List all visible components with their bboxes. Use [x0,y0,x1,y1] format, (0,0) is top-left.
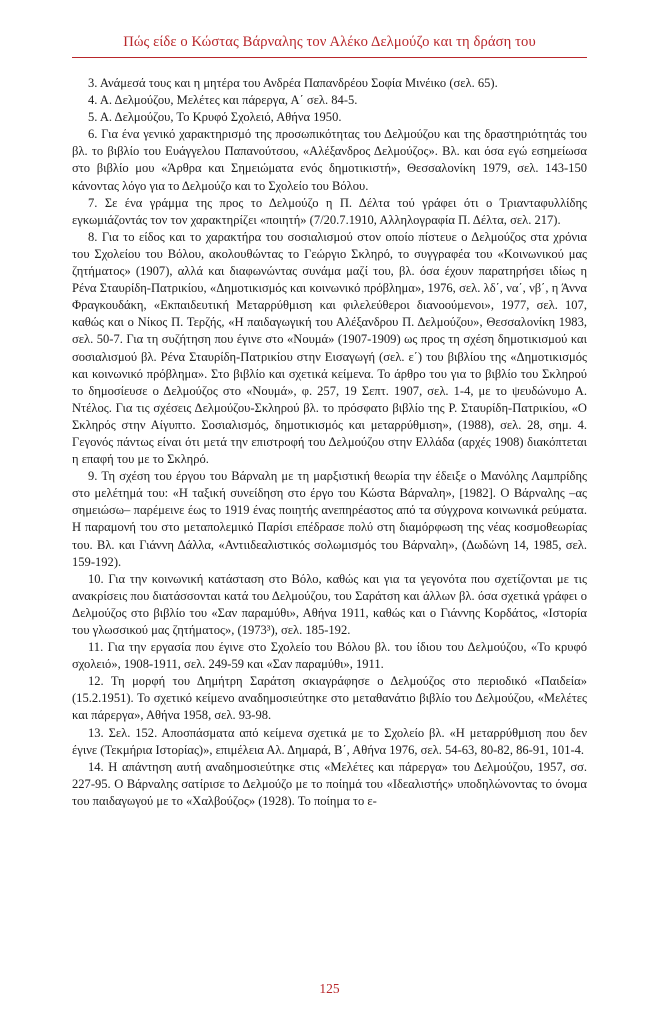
footnote-11: 11. Για την εργασία που έγινε στο Σχολείο του Βόλου βλ. του ίδιου του Δελμούζου, «Το κρυφό σχολειό», 1908-1911, σελ. 249-59 και «Σαν παραμύθι», 1911. [72,640,587,672]
footnote-10: 10. Για την κοινωνική κατάσταση στο Βόλο, καθώς και για τα γεγονότα που σχετίζονται με τις ανακρίσεις που διατάσσονται κατά του Δελμούζου, του Σαράτση και άλλων βλ. όσα σχετικά γράφει ο Δελμούζος στο βιβλίο του «Σαν παραμύθι», Αθήνα 1911, καθώς και ο Γιάννης Κορδάτος, «Ιστορία του γλωσσικού μας ζητήματος», (1973³), σελ. 185-192. [72,571,587,637]
footnote-5: 5. Α. Δελμούζου, Το Κρυφό Σχολειό, Αθήνα 1950. [88,110,342,125]
header-rule [72,57,587,58]
footnote-6: 6. Για ένα γενικό χαρακτηρισμό της προσωπικότητας του Δελμούζου και της δραστηριότητάς του βλ. το βιβλίο του Ευάγγελου Παπανούτσου, «Αλέξανδρος Δελμούζος». Βλ. και όσα εγώ εσημείωσα στο βιβλίο μου «Άρθρα και Σημειώματα ενός δημοτικιστή», Θεσσαλονίκη 1979, σελ. 143-150 κάνοντας λόγο για το Δελμούζο και το Σχολείο του Βόλου. [72,127,587,193]
footnote-7: 7. Σε ένα γράμμα της προς το Δελμούζο η Π. Δέλτα τού γράφει ότι ο Τριανταφυλλίδης εγκωμιάζοντάς τον τον χαρακτηρίζει «ποιητή» (7/20.7.1910, Αλληλογραφία Π. Δέλτα, σελ. 217). [72,195,587,227]
footnote-12: 12. Τη μορφή του Δημήτρη Σαράτση σκιαγράφησε ο Δελμούζος στο περιοδικό «Παιδεία» (15.2.1951). Το σχετικό κείμενο αναδημοσιεύτηκε στο μεταθανάτιο βιβλίο του Δελμούζου, «Μελέτες και πάρεργα», Αθήνα 1958, σελ. 93-98. [72,674,587,723]
footnote-8: 8. Για το είδος και το χαρακτήρα του σοσιαλισμού στον οποίο πίστευε ο Δελμούζος στα χρόνια του Σχολείου του Βόλου, ακολουθώντας το Γεώργιο Σκληρό, το συγγραφέα του «Κοινωνικού μας ζητήματος» (1907), αλλά και διαφωνώντας συνάμα μαζί του, βλ. όσα έχουν παρατηρήσει ιδίως η Ρένα Σταυρίδη-Πατρικίου, «Δημοτικισμός και κοινωνικό πρόβλημα», 1976, σελ. λδ΄, να΄, νβ΄, η Άννα Φραγκουδάκη, «Εκπαιδευτική Μεταρρύθμιση και φιλελεύθεροι διανοούμενοι», 1977, σελ. 107, καθώς και ο Νίκος Π. Τερζής, «Η παιδαγωγική του Αλέξανδρου Π. Δελμούζου», Θεσσαλονίκη 1983, σελ. 50-7. Για τη συζήτηση που έγινε στο «Νουμά» (1907-1909) ως προς τη σχέση δημοτικισμού και σοσιαλισμού βλ. Ρένα Σταυρίδη-Πατρικίου στην Εισαγωγή (σελ. ε΄) του βιβλίου της «Δημοτικισμός και κοινωνικό πρόβλημα». Στο βιβλίο και σχετικά κείμενα. Το άρθρο του για το βιβλίο του Σκληρού το δημοσίευσε ο Δελμούζος στο «Νουμά», φ. 257, 19 Σεπτ. 1907, σελ. 1-4, με το ψευδώνυμο Α. Ντέλος. Για τις σχέσεις Δελμούζου-Σκληρού βλ. το πρόσφατο βιβλίο της Ρ. Σταυρίδη-Πατρικίου, «Ο Σκληρός στην Αίγυπτο. Σοσιαλισμός, δημοτικισμός και μεταρρύθμιση», (1988), σελ. 28, σημ. 4. Γεγονός πάντως είναι ότι μετά την επιστροφή του Δελμούζου στην Ελλάδα (αρχές 1908) διακόπτεται η επαφή του με το Σκληρό. [72,229,587,467]
footnote-13: 13. Σελ. 152. Αποσπάσματα από κείμενα σχετικά με το Σχολείο βλ. «Η μεταρρύθμιση που δεν έγινε (Τεκμήρια Ιστορίας)», επιμέλεια Αλ. Δημαρά, Β΄, Αθήνα 1976, σελ. 54-63, 80-82, 86-91, 101-4. [72,725,587,757]
footnotes-block [72,75,587,810]
footnote-14: 14. Η απάντηση αυτή αναδημοσιεύτηκε στις «Μελέτες και πάρεργα» του Δελμούζου, 1957, σσ. 227-95. Ο Βάρναλης σατίρισε το Δελμούζο με το ποίημά του «Ιδεαλιστής» υποδηλώνοντας το όνομα του παιδαγωγού με το «Χαλβούζος» (1928). Το ποίημα το ε- [72,759,587,808]
running-title: Πώς είδε ο Κώστας Βάρναλης τον Αλέκο Δελμούζο και τη δράση του [123,34,536,50]
footnote-4: 4. Α. Δελμούζου, Μελέτες και πάρεργα, Α΄ σελ. 84-5. [88,93,358,108]
footnote-9: 9. Τη σχέση του έργου του Βάρναλη με τη μαρξιστική θεωρία την έδειξε ο Μανόλης Λαμπρίδης στο μελέτημά του: «Η ταξική συνείδηση στο έργο του Κώστα Βάρναλη», [1982]. Ο Βάρναλης –ας σημειώσω– παρέμεινε έως το 1919 ένας ποιητής ανεπηρέαστος από τα σύγχρονα κοινωνικά ρεύματα. Η παραμονή του στο μεταπολεμικό Παρίσι επέδρασε πολύ στη διαμόρφωση της νέας κοσμοθεωρίας του. Βλ. και Γιάννη Δάλλα, «Αντιιδεαλιστικός σολωμισμός του Βάρναλη», (Δωδώνη 14, 1985, σελ. 159-192). [72,469,587,569]
footnote-3: 3. Ανάμεσά τους και η μητέρα του Ανδρέα Παπανδρέου Σοφία Μινέικο (σελ. 65). [88,76,498,90]
page-number: 125 [319,981,340,996]
